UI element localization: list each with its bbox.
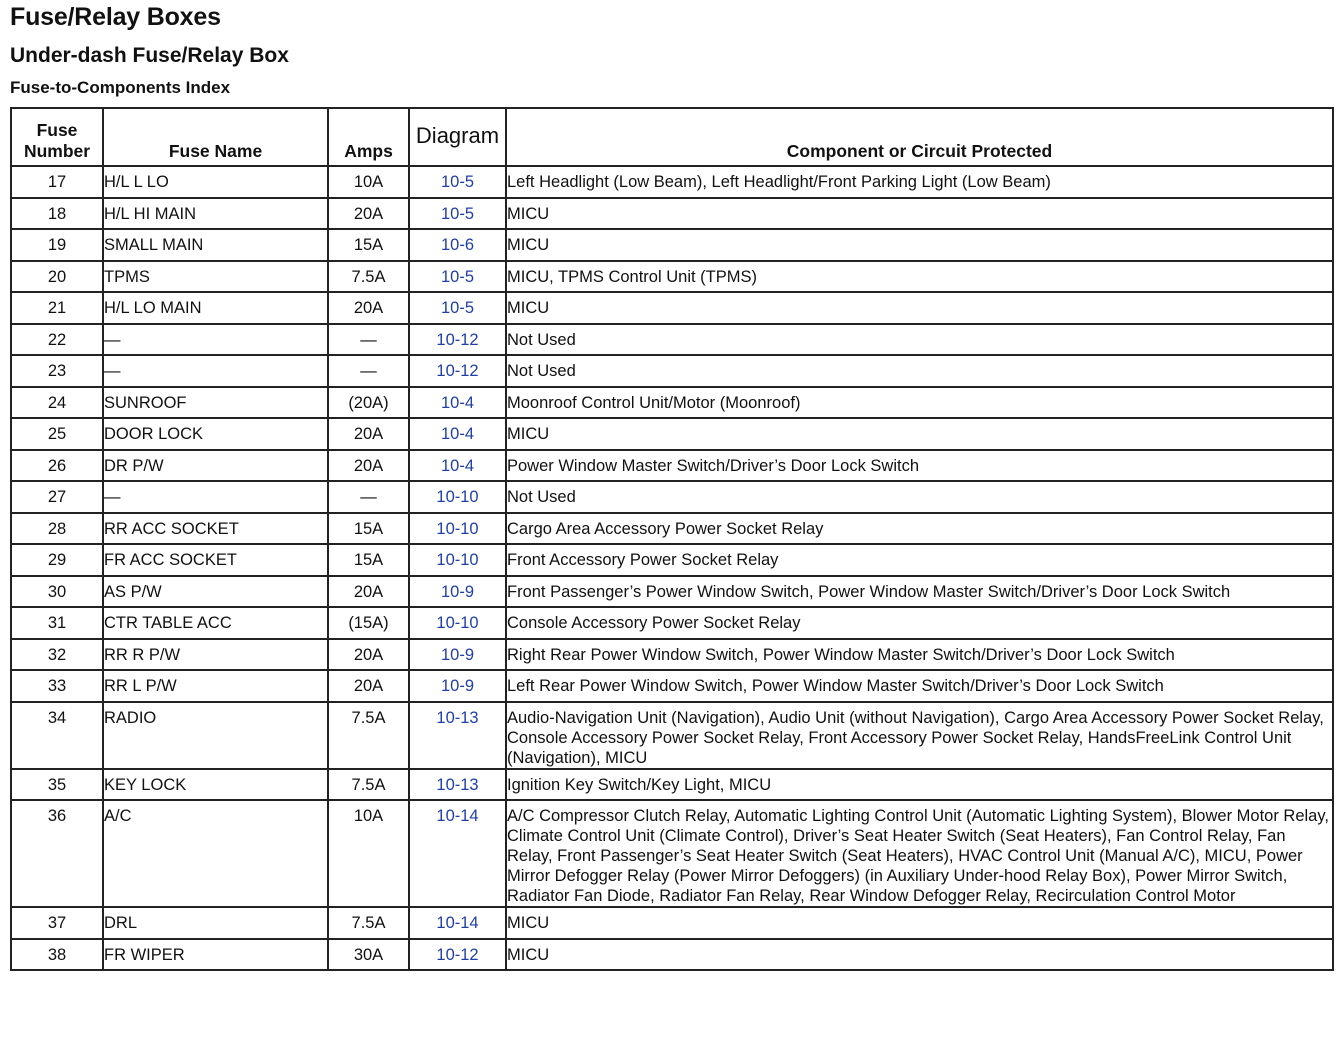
fuse-name-cell: KEY LOCK	[103, 769, 328, 801]
fuse-number-cell: 37	[11, 907, 103, 939]
section-title: Under-dash Fuse/Relay Box	[10, 44, 289, 67]
amps-cell: 15A	[328, 513, 409, 545]
header-amps: Amps	[328, 108, 409, 166]
amps-cell: 20A	[328, 292, 409, 324]
fuse-index-table	[10, 107, 1334, 971]
amps-cell: 15A	[328, 229, 409, 261]
amps-cell: 20A	[328, 670, 409, 702]
fuse-number-cell: 25	[11, 418, 103, 450]
table-row	[11, 670, 1333, 702]
component-cell: MICU, TPMS Control Unit (TPMS)	[506, 261, 1333, 293]
diagram-link[interactable]: 10-5	[409, 166, 506, 198]
fuse-number-cell: 18	[11, 198, 103, 230]
table-row	[11, 702, 1333, 769]
component-cell: Left Rear Power Window Switch, Power Window Master Switch/Driver’s Door Lock Switch	[506, 670, 1333, 702]
amps-cell: —	[328, 481, 409, 513]
diagram-link[interactable]: 10-9	[409, 576, 506, 608]
component-cell: Not Used	[506, 324, 1333, 356]
amps-cell: —	[328, 355, 409, 387]
index-title: Fuse-to-Components Index	[10, 78, 231, 97]
fuse-name-cell: AS P/W	[103, 576, 328, 608]
diagram-link[interactable]: 10-12	[409, 939, 506, 971]
table-row	[11, 261, 1333, 293]
table-row	[11, 355, 1333, 387]
component-cell: Not Used	[506, 481, 1333, 513]
fuse-number-cell: 33	[11, 670, 103, 702]
amps-cell: 10A	[328, 800, 409, 907]
table-row	[11, 939, 1333, 971]
fuse-name-cell: RR ACC SOCKET	[103, 513, 328, 545]
amps-cell: 20A	[328, 639, 409, 671]
fuse-name-cell: DOOR LOCK	[103, 418, 328, 450]
diagram-link[interactable]: 10-10	[409, 481, 506, 513]
fuse-number-cell: 30	[11, 576, 103, 608]
fuse-name-cell: RR R P/W	[103, 639, 328, 671]
table-row	[11, 450, 1333, 482]
table-row	[11, 769, 1333, 801]
fuse-number-cell: 35	[11, 769, 103, 801]
table-row	[11, 513, 1333, 545]
diagram-link[interactable]: 10-14	[409, 800, 506, 907]
amps-cell: —	[328, 324, 409, 356]
header-diagram: Diagram	[409, 108, 506, 166]
table-row	[11, 324, 1333, 356]
amps-cell: 20A	[328, 576, 409, 608]
fuse-name-cell: A/C	[103, 800, 328, 907]
fuse-number-cell: 22	[11, 324, 103, 356]
table-row	[11, 800, 1333, 907]
fuse-name-cell: H/L HI MAIN	[103, 198, 328, 230]
component-cell: Audio-Navigation Unit (Navigation), Audio Unit (without Navigation), Cargo Area Accessory Power Socket Relay, Console Accessory Power Socket Relay, Front Accessory Power Socket Relay, HandsFreeLink Control Unit (Navigation), MICU	[506, 702, 1333, 769]
table-row	[11, 292, 1333, 324]
diagram-link[interactable]: 10-9	[409, 639, 506, 671]
component-cell: MICU	[506, 292, 1333, 324]
table-row	[11, 607, 1333, 639]
fuse-name-cell: —	[103, 324, 328, 356]
diagram-link[interactable]: 10-9	[409, 670, 506, 702]
diagram-link[interactable]: 10-10	[409, 513, 506, 545]
header-fuse-name: Fuse Name	[103, 108, 328, 166]
table-row	[11, 576, 1333, 608]
table-row	[11, 166, 1333, 198]
header-component: Component or Circuit Protected	[506, 108, 1333, 166]
fuse-number-cell: 34	[11, 702, 103, 769]
amps-cell: 20A	[328, 418, 409, 450]
table-row	[11, 387, 1333, 419]
fuse-number-cell: 29	[11, 544, 103, 576]
fuse-number-cell: 21	[11, 292, 103, 324]
component-cell: MICU	[506, 907, 1333, 939]
table-row	[11, 639, 1333, 671]
table-row	[11, 544, 1333, 576]
fuse-name-cell: H/L L LO	[103, 166, 328, 198]
fuse-name-cell: —	[103, 481, 328, 513]
fuse-name-cell: TPMS	[103, 261, 328, 293]
component-cell: Power Window Master Switch/Driver’s Door Lock Switch	[506, 450, 1333, 482]
component-cell: Moonroof Control Unit/Motor (Moonroof)	[506, 387, 1333, 419]
amps-cell: 7.5A	[328, 769, 409, 801]
fuse-number-cell: 31	[11, 607, 103, 639]
fuse-number-cell: 24	[11, 387, 103, 419]
diagram-link[interactable]: 10-12	[409, 324, 506, 356]
diagram-link[interactable]: 10-4	[409, 418, 506, 450]
fuse-name-cell: SMALL MAIN	[103, 229, 328, 261]
diagram-link[interactable]: 10-5	[409, 261, 506, 293]
component-cell: Left Headlight (Low Beam), Left Headlight/Front Parking Light (Low Beam)	[506, 166, 1333, 198]
fuse-number-cell: 20	[11, 261, 103, 293]
amps-cell: 30A	[328, 939, 409, 971]
component-cell: Console Accessory Power Socket Relay	[506, 607, 1333, 639]
amps-cell: (20A)	[328, 387, 409, 419]
table-row	[11, 907, 1333, 939]
component-cell: Ignition Key Switch/Key Light, MICU	[506, 769, 1333, 801]
header-fuse-number: Fuse Number	[11, 108, 103, 166]
diagram-link[interactable]: 10-10	[409, 544, 506, 576]
component-cell: A/C Compressor Clutch Relay, Automatic Lighting Control Unit (Automatic Lighting System), Blower Motor Relay, Climate Control Unit (Climate Control), Driver’s Seat Heater Switch (Seat Heaters), Fan Control Relay, Fan Relay, Front Passenger’s Seat Heater Switch (Seat Heaters), HVAC Control Unit (Manual A/C), MICU, Power Mirror Defogger Relay (Power Mirror Defoggers) (in Auxiliary Under-hood Relay Box), Power Mirror Switch, Radiator Fan Diode, Radiator Fan Relay, Rear Window Defogger Relay, Recirculation Control Motor	[506, 800, 1333, 907]
amps-cell: 7.5A	[328, 907, 409, 939]
fuse-number-cell: 32	[11, 639, 103, 671]
diagram-link[interactable]: 10-10	[409, 607, 506, 639]
fuse-number-cell: 23	[11, 355, 103, 387]
amps-cell: 7.5A	[328, 702, 409, 769]
fuse-name-cell: H/L LO MAIN	[103, 292, 328, 324]
fuse-number-cell: 26	[11, 450, 103, 482]
diagram-link[interactable]: 10-13	[409, 769, 506, 801]
fuse-number-cell: 36	[11, 800, 103, 907]
fuse-name-cell: FR ACC SOCKET	[103, 544, 328, 576]
component-cell: MICU	[506, 229, 1333, 261]
diagram-link[interactable]: 10-13	[409, 702, 506, 769]
amps-cell: 7.5A	[328, 261, 409, 293]
amps-cell: 10A	[328, 166, 409, 198]
fuse-number-cell: 38	[11, 939, 103, 971]
table-row	[11, 198, 1333, 230]
amps-cell: 20A	[328, 450, 409, 482]
table-row	[11, 229, 1333, 261]
amps-cell: (15A)	[328, 607, 409, 639]
amps-cell: 20A	[328, 198, 409, 230]
diagram-link[interactable]: 10-4	[409, 450, 506, 482]
diagram-link[interactable]: 10-14	[409, 907, 506, 939]
component-cell: MICU	[506, 939, 1333, 971]
diagram-link[interactable]: 10-4	[409, 387, 506, 419]
fuse-name-cell: FR WIPER	[103, 939, 328, 971]
diagram-link[interactable]: 10-5	[409, 198, 506, 230]
component-cell: MICU	[506, 418, 1333, 450]
fuse-name-cell: DRL	[103, 907, 328, 939]
fuse-name-cell: —	[103, 355, 328, 387]
component-cell: Cargo Area Accessory Power Socket Relay	[506, 513, 1333, 545]
table-row	[11, 481, 1333, 513]
component-cell: Not Used	[506, 355, 1333, 387]
table-row	[11, 418, 1333, 450]
diagram-link[interactable]: 10-5	[409, 292, 506, 324]
fuse-name-cell: DR P/W	[103, 450, 328, 482]
fuse-name-cell: RADIO	[103, 702, 328, 769]
fuse-number-cell: 17	[11, 166, 103, 198]
page-title: Fuse/Relay Boxes	[10, 3, 221, 31]
fuse-number-cell: 27	[11, 481, 103, 513]
component-cell: Front Accessory Power Socket Relay	[506, 544, 1333, 576]
fuse-number-cell: 28	[11, 513, 103, 545]
amps-cell: 15A	[328, 544, 409, 576]
component-cell: MICU	[506, 198, 1333, 230]
fuse-name-cell: CTR TABLE ACC	[103, 607, 328, 639]
table-header-row	[11, 108, 1333, 166]
fuse-name-cell: SUNROOF	[103, 387, 328, 419]
diagram-link[interactable]: 10-12	[409, 355, 506, 387]
fuse-number-cell: 19	[11, 229, 103, 261]
fuse-name-cell: RR L P/W	[103, 670, 328, 702]
component-cell: Front Passenger’s Power Window Switch, Power Window Master Switch/Driver’s Door Lock Switch	[506, 576, 1333, 608]
diagram-link[interactable]: 10-6	[409, 229, 506, 261]
component-cell: Right Rear Power Window Switch, Power Window Master Switch/Driver’s Door Lock Switch	[506, 639, 1333, 671]
